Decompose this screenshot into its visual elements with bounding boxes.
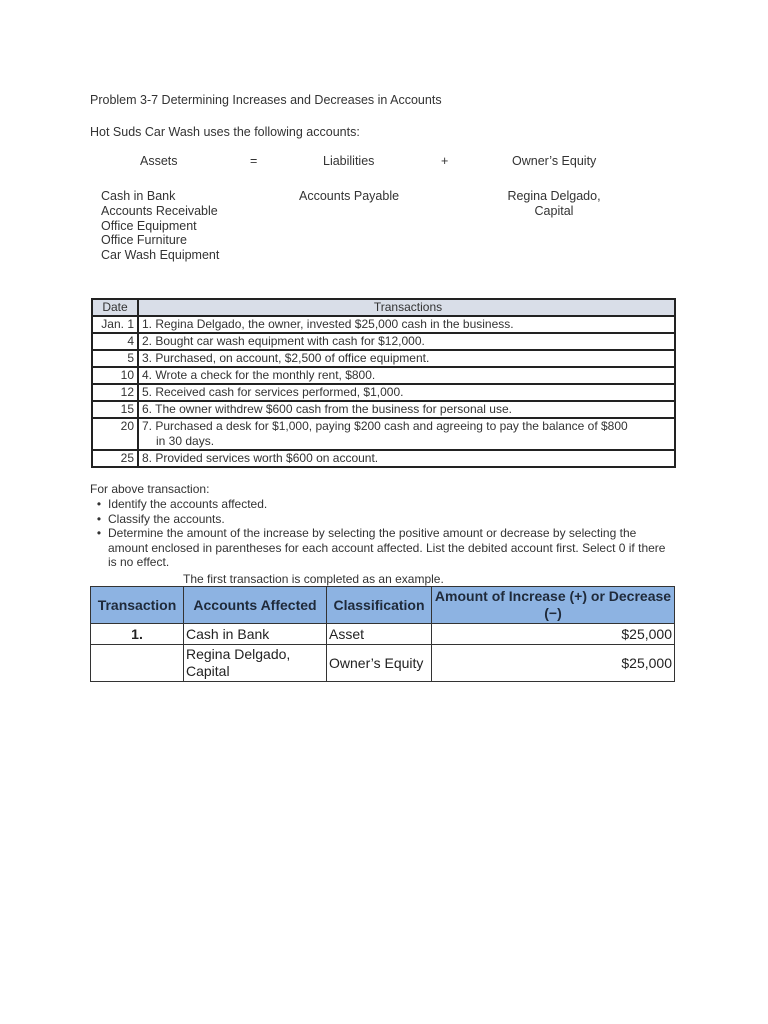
assets-heading: Assets: [140, 154, 178, 168]
date-header: Date: [93, 300, 139, 315]
answer-row: [91, 624, 675, 645]
account-cell: Cash in Bank: [184, 624, 327, 645]
transactions-table: [91, 298, 676, 468]
transaction-date: 12: [93, 385, 139, 400]
transaction-text: 6. The owner withdrew $600 cash from the business for personal use.: [142, 402, 512, 416]
transaction-date: 4: [93, 334, 139, 349]
transaction-text: 1. Regina Delgado, the owner, invested $25,000 cash in the business.: [142, 317, 514, 331]
transactions-header: Transactions: [373, 300, 443, 314]
instruction-item: [90, 512, 670, 527]
asset-account: Office Equipment: [101, 218, 197, 233]
transaction-row: [93, 351, 674, 368]
answer-header-row: [91, 587, 675, 624]
account-cell: Regina Delgado, Capital: [184, 645, 327, 682]
asset-account: Car Wash Equipment: [101, 248, 220, 263]
asset-account: Office Furniture: [101, 233, 187, 248]
transaction-row: [93, 451, 674, 466]
transaction-row: [93, 419, 674, 451]
equals-sign: =: [250, 154, 258, 168]
bullet-icon: •: [96, 497, 102, 511]
transaction-text: 4. Wrote a check for the monthly rent, $800.: [142, 368, 376, 382]
transaction-date: 5: [93, 351, 139, 366]
transaction-row: [93, 368, 674, 385]
transaction-text: 2. Bought car wash equipment with cash for $12,000.: [142, 334, 425, 348]
instruction-item: [90, 526, 670, 570]
classification-cell: Asset: [327, 624, 432, 645]
asset-accounts-list: [101, 189, 219, 263]
intro-text: Hot Suds Car Wash uses the following accounts:: [90, 125, 360, 139]
transaction-row: [93, 385, 674, 402]
problem-title: Problem 3-7 Determining Increases and Decreases in Accounts: [90, 93, 442, 107]
liability-account: Accounts Payable: [299, 189, 400, 203]
amount-cell: $25,000: [432, 645, 675, 682]
bullet-icon: •: [96, 526, 102, 540]
asset-account: Cash in Bank: [101, 189, 176, 203]
amount-cell: $25,000: [432, 624, 675, 645]
instruction-text: Classify the accounts.: [108, 511, 225, 526]
bullet-icon: •: [96, 511, 102, 526]
transaction-date: 25: [93, 451, 139, 466]
instruction-text: Determine the amount of the increase by selecting the positive amount or decrease by selecting the amount enclosed in parentheses for each account affected. List the debited account first. Select 0 if there is no effect.: [108, 526, 666, 569]
transaction-row: [93, 402, 674, 419]
equity-accounts-list: [494, 189, 614, 219]
instructions-list: [90, 497, 670, 570]
asset-account: Accounts Receivable: [101, 203, 218, 218]
answer-table: [90, 586, 675, 682]
transaction-date: 20: [93, 419, 139, 449]
accounts-column-header: Accounts Affected: [184, 587, 327, 624]
liabilities-heading: Liabilities: [323, 154, 375, 168]
answer-row: [91, 645, 675, 682]
transaction-text-continuation: in 30 days.: [156, 434, 215, 448]
transaction-row: [93, 334, 674, 351]
instruction-text: Identify the accounts affected.: [108, 497, 268, 511]
transaction-text: 5. Received cash for services performed, $1,000.: [142, 385, 404, 399]
plus-sign: +: [441, 154, 449, 168]
equity-account-line: Capital: [534, 203, 574, 218]
transactions-header-row: [93, 300, 674, 317]
transaction-text: 3. Purchased, on account, $2,500 of office equipment.: [142, 351, 430, 365]
transaction-text-line: 7. Purchased a desk for $1,000, paying $200 cash and agreeing to pay the balance of $800: [142, 419, 628, 433]
transaction-text: [139, 419, 674, 449]
transaction-date: Jan. 1: [93, 317, 139, 332]
transaction-column-header: Transaction: [91, 587, 184, 624]
transaction-date: 15: [93, 402, 139, 417]
transaction-cell: [91, 645, 184, 682]
transaction-text: 8. Provided services worth $600 on account.: [142, 451, 379, 465]
classification-cell: Owner’s Equity: [327, 645, 432, 682]
amount-column-header: Amount of Increase (+) or Decrease (−): [432, 587, 675, 624]
example-note: The first transaction is completed as an example.: [183, 572, 444, 586]
instruction-item: [90, 497, 670, 512]
transaction-cell: 1.: [91, 624, 184, 645]
transaction-row: [93, 317, 674, 334]
owners-equity-heading: Owner’s Equity: [512, 154, 597, 168]
classification-column-header: Classification: [327, 587, 432, 624]
instructions-lead: For above transaction:: [90, 482, 210, 496]
liability-accounts-list: [299, 189, 399, 204]
equity-account-line: Regina Delgado,: [507, 189, 601, 203]
transaction-date: 10: [93, 368, 139, 383]
